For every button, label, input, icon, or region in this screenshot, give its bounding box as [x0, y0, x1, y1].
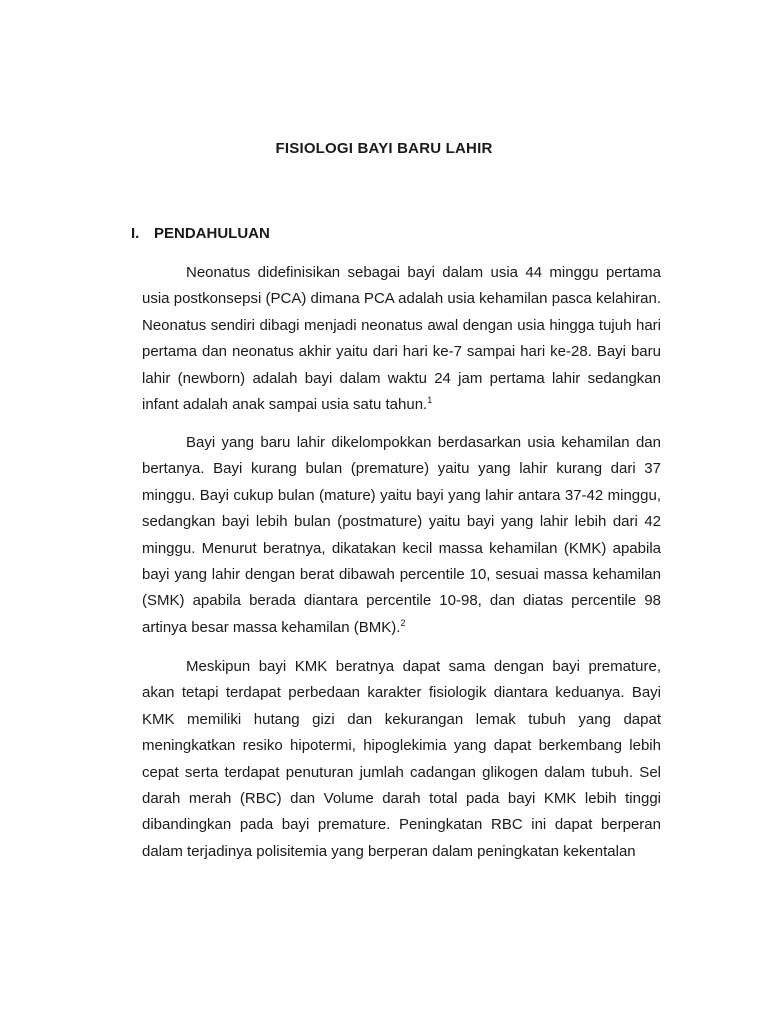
paragraph-2: [142, 430, 661, 641]
footnote-marker-2: 2: [400, 617, 406, 628]
paragraph-3-text: Meskipun bayi KMK beratnya dapat sama dengan bayi premature, akan tetapi terdapat perbedaan karakter fisiologik diantara keduanya. Bayi KMK memiliki hutang gizi dan kekurangan lemak tubuh yang dapat meningkatkan resiko hipotermi, hipoglekimia yang dapat berkembang lebih cepat serta terdapat penuturan jumlah cadangan glikogen dalam tubuh. Sel darah merah (RBC) dan Volume darah total pada bayi KMK lebih tinggi dibandingkan pada bayi premature. Peningkatan RBC ini dapat berperan dalam terjadinya polisitemia yang berperan dalam peningkatan kekentalan: [142, 658, 661, 860]
section-heading: [131, 225, 270, 242]
paragraph-2-text: Bayi yang baru lahir dikelompokkan berdasarkan usia kehamilan dan bertanya. Bayi kurang bulan (premature) yaitu yang lahir kurang dari 37 minggu. Bayi cukup bulan (mature) yaitu bayi yang lahir antara 37-42 minggu, sedangkan bayi lebih bulan (postmature) yaitu bayi yang lahir lebih dari 42 minggu. Menurut beratnya, dikatakan kecil massa kehamilan (KMK) apabila bayi yang lahir dengan berat dibawah percentile 10, sesuai massa kehamilan (SMK) apabila berada diantara percentile 10-98, dan diatas percentile 98 artinya besar massa kehamilan (BMK).: [142, 434, 661, 636]
paragraph-3: [142, 654, 661, 865]
section-number: I.: [131, 225, 140, 242]
paragraph-1-text: Neonatus didefinisikan sebagai bayi dalam usia 44 minggu pertama usia postkonsepsi (PCA) dimana PCA adalah usia kehamilan pasca kelahiran. Neonatus sendiri dibagi menjadi neonatus awal dengan usia hingga tujuh hari pertama dan neonatus akhir yaitu dari hari ke-7 sampai hari ke-28. Bayi baru lahir (newborn) adalah bayi dalam waktu 24 jam pertama lahir sedangkan infant adalah anak sampai usia satu tahun.: [142, 264, 661, 414]
document-title: FISIOLOGI BAYI BARU LAHIR: [275, 140, 493, 157]
section-title: PENDAHULUAN: [154, 225, 270, 242]
paragraph-1: [142, 260, 661, 418]
footnote-marker-1: 1: [427, 395, 433, 406]
